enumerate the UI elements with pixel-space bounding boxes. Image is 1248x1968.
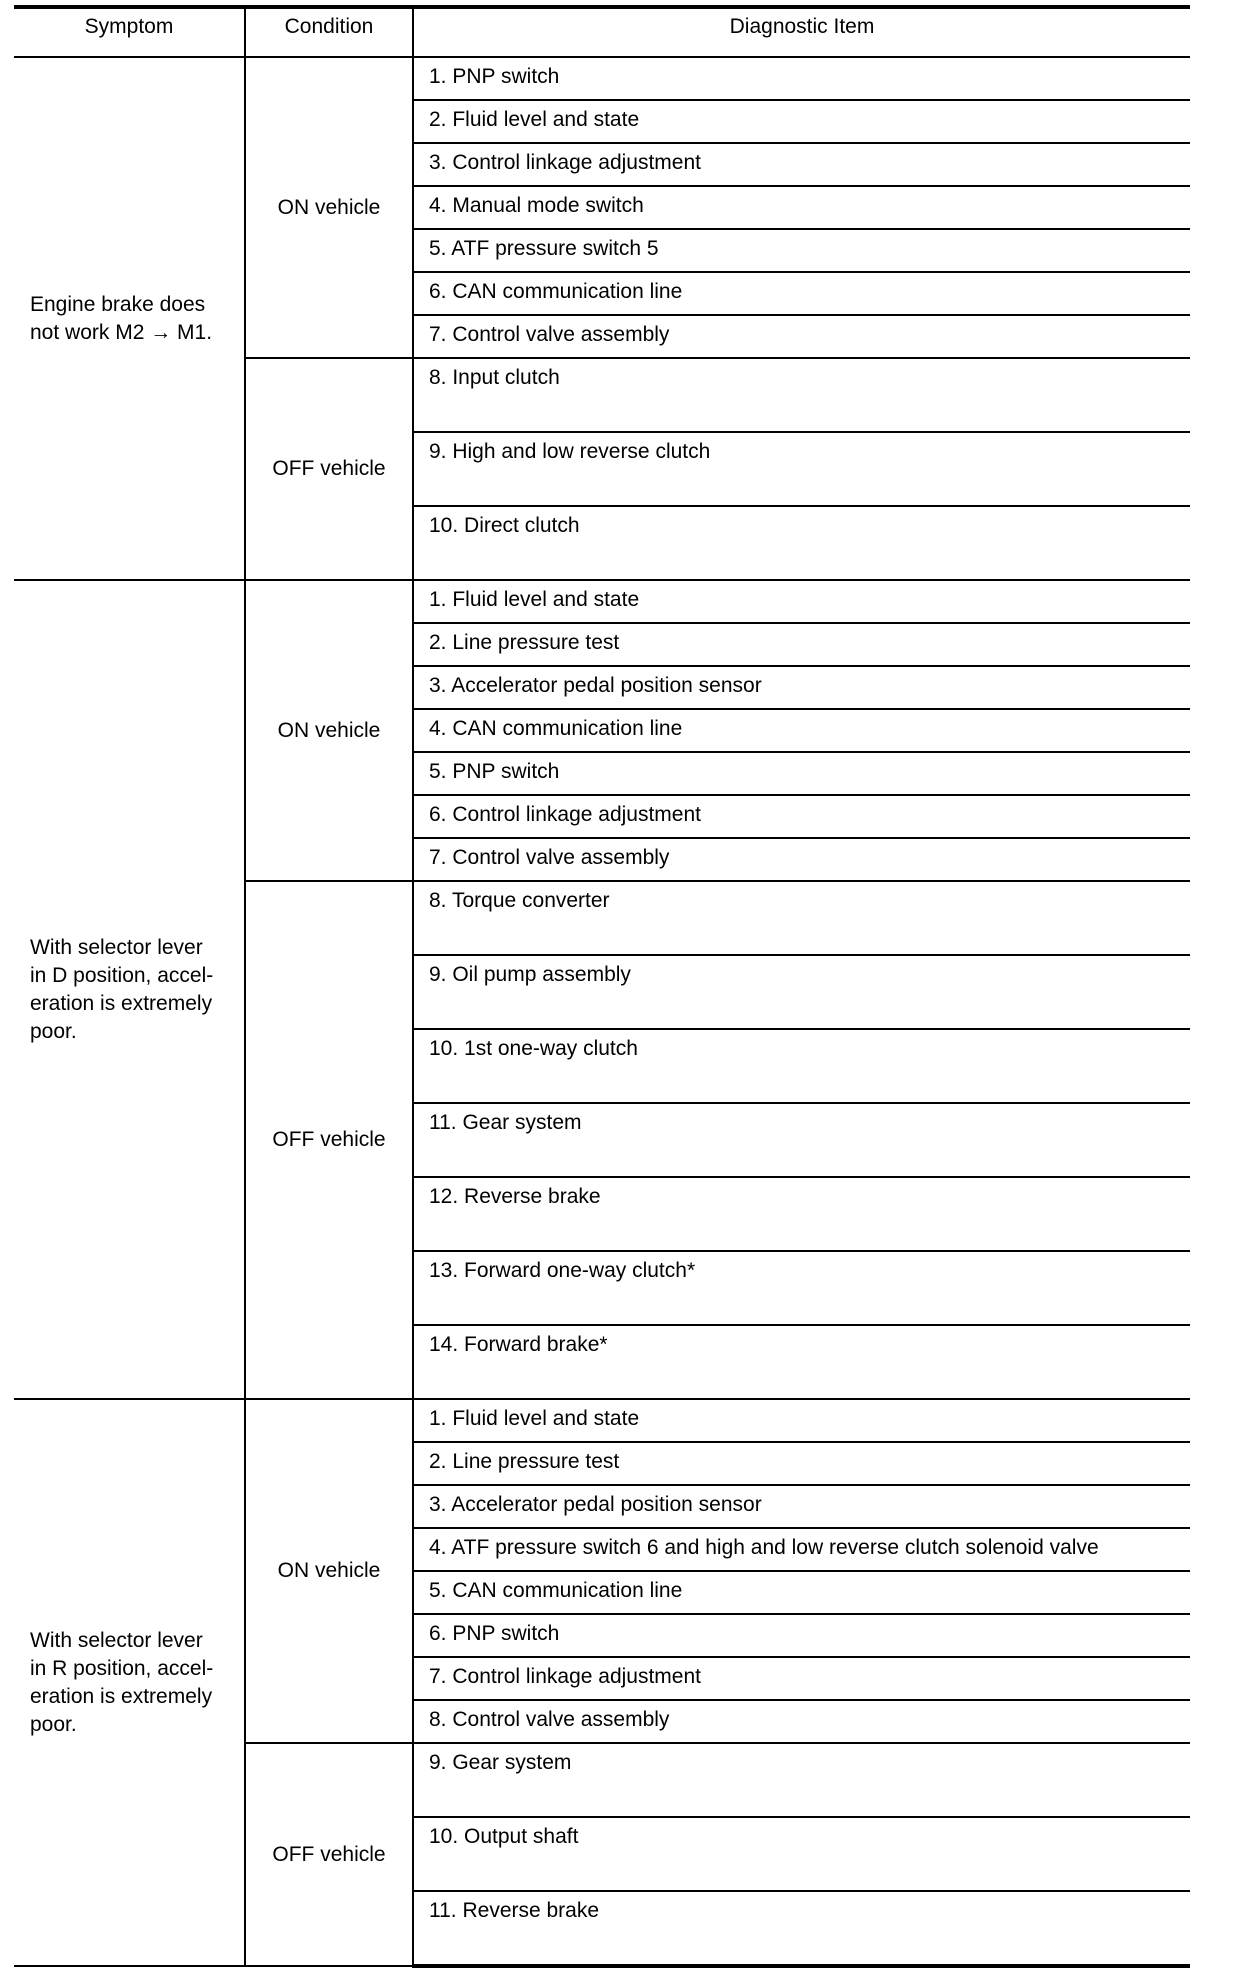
symptom-cell: [14, 580, 245, 1399]
symptom-line: eration is extremely: [30, 991, 213, 1015]
table-row: [14, 57, 1190, 100]
diagnostic-item: 4. ATF pressure switch 6 and high and low reverse clutch solenoid valve: [413, 1528, 1190, 1571]
diagnostic-item: 12. Reverse brake: [413, 1177, 1190, 1251]
diagnostic-item: 10. 1st one-way clutch: [413, 1029, 1190, 1103]
diagnostic-item: 13. Forward one-way clutch*: [413, 1251, 1190, 1325]
diagnostic-item: 3. Accelerator pedal position sensor: [413, 1485, 1190, 1528]
symptom-line: in R position, accel-: [30, 1656, 214, 1680]
header-diagnostic-item: Diagnostic Item: [413, 7, 1190, 57]
condition-off-vehicle: OFF vehicle: [245, 881, 413, 1399]
header-symptom: Symptom: [14, 7, 245, 57]
symptom-line: eration is extremely: [30, 1684, 213, 1708]
table-row: [14, 1399, 1190, 1442]
condition-off-vehicle: OFF vehicle: [245, 1743, 413, 1966]
condition-on-vehicle: ON vehicle: [245, 57, 413, 358]
diagnostic-item: 7. Control valve assembly: [413, 838, 1190, 881]
symptom-line: With selector lever: [30, 1628, 203, 1652]
diagnostic-item: 4. CAN communication line: [413, 709, 1190, 752]
diagnostic-table: [14, 5, 1190, 1968]
symptom-line: poor.: [30, 1712, 77, 1736]
diagnostic-item: 8. Torque converter: [413, 881, 1190, 955]
symptom-line: in D position, accel-: [30, 963, 214, 987]
diagnostic-item: 6. CAN communication line: [413, 272, 1190, 315]
diagnostic-item: 1. Fluid level and state: [413, 580, 1190, 623]
diagnostic-item: 14. Forward brake*: [413, 1325, 1190, 1399]
diagnostic-item: 10. Output shaft: [413, 1817, 1190, 1891]
diagnostic-item: 7. Control valve assembly: [413, 315, 1190, 358]
diagnostic-item: 11. Reverse brake: [413, 1891, 1190, 1966]
diagnostic-item: 6. PNP switch: [413, 1614, 1190, 1657]
condition-on-vehicle: ON vehicle: [245, 580, 413, 881]
diagnostic-item: 5. ATF pressure switch 5: [413, 229, 1190, 272]
symptom-cell: [14, 1399, 245, 1966]
diagnostic-item: 5. PNP switch: [413, 752, 1190, 795]
symptom-line: Engine brake does: [30, 292, 206, 316]
diagnostic-item: 4. Manual mode switch: [413, 186, 1190, 229]
diagnostic-item: 5. CAN communication line: [413, 1571, 1190, 1614]
diagnostic-item: 2. Line pressure test: [413, 623, 1190, 666]
condition-off-vehicle: OFF vehicle: [245, 358, 413, 580]
diagnostic-item: 1. PNP switch: [413, 57, 1190, 100]
symptom-line: With selector lever: [30, 935, 203, 959]
table-header: [14, 7, 1190, 57]
diagnostic-item: 10. Direct clutch: [413, 506, 1190, 580]
diagnostic-item: 11. Gear system: [413, 1103, 1190, 1177]
diagnostic-item: 2. Line pressure test: [413, 1442, 1190, 1485]
diagnostic-item: 3. Accelerator pedal position sensor: [413, 666, 1190, 709]
diagnostic-item: 2. Fluid level and state: [413, 100, 1190, 143]
table-row: [14, 580, 1190, 623]
diagnostic-item: 3. Control linkage adjustment: [413, 143, 1190, 186]
table-body: [14, 57, 1190, 1966]
header-condition: Condition: [245, 7, 413, 57]
diagnostic-item: 7. Control linkage adjustment: [413, 1657, 1190, 1700]
diagnostic-item: 6. Control linkage adjustment: [413, 795, 1190, 838]
symptom-cell: [14, 57, 245, 580]
diagnostic-item: 9. High and low reverse clutch: [413, 432, 1190, 506]
symptom-line: poor.: [30, 1019, 77, 1043]
diagnostic-item: 8. Control valve assembly: [413, 1700, 1190, 1743]
diagnostic-item: 9. Gear system: [413, 1743, 1190, 1817]
diagnostic-table-document: [14, 5, 1190, 1968]
condition-on-vehicle: ON vehicle: [245, 1399, 413, 1743]
diagnostic-item: 9. Oil pump assembly: [413, 955, 1190, 1029]
diagnostic-item: 8. Input clutch: [413, 358, 1190, 432]
diagnostic-item: 1. Fluid level and state: [413, 1399, 1190, 1442]
symptom-line: not work M2 → M1.: [30, 320, 213, 344]
